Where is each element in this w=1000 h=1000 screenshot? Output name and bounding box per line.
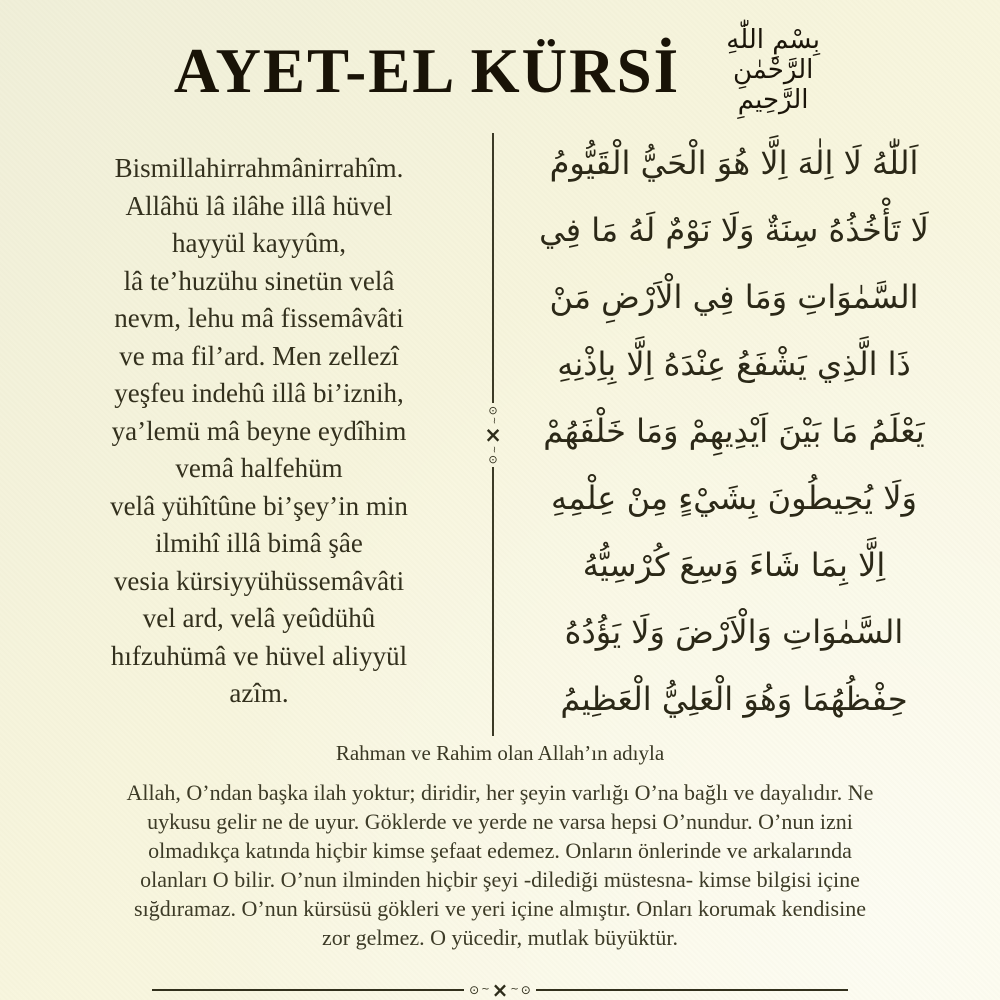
ornament-squiggle-icon: ~ xyxy=(488,445,499,453)
transliteration-line: hayyül kayyûm, xyxy=(172,228,346,258)
transliteration-line: yeşfeu indehû illâ bi’iznih, xyxy=(114,378,404,408)
bismillah-calligraphy-icon: بِسْمِ اللّٰهِ الرَّحْمٰنِ الرَّحِيمِ xyxy=(726,25,820,115)
header xyxy=(0,12,1000,130)
bismillah-translation-line: Rahman ve Rahim olan Allah’ın adıyla xyxy=(335,741,665,765)
arabic-column xyxy=(506,130,962,744)
arabic-line: لَا تَأْخُذُهُ سِنَةٌ وَلَا نَوْمٌ لَهُ مَا فِي xyxy=(539,211,929,249)
transliteration-line: vemâ halfehüm xyxy=(175,453,343,483)
transliteration-line: ve ma fil’ard. Men zellezî xyxy=(119,340,399,371)
transliteration-line: azîm. xyxy=(229,678,289,708)
page-title: AYET-EL KÜRSİ xyxy=(173,35,681,106)
transliteration-column xyxy=(38,130,480,744)
ornament-circle-icon: ⊙ xyxy=(520,983,531,997)
transliteration-line: hıfzuhümâ ve hüvel aliyyül xyxy=(110,640,408,671)
arabic-line: وَلَا يُحِيطُونَ بِشَيْءٍ مِنْ عِلْمِهِ xyxy=(551,479,917,517)
column-divider xyxy=(480,130,506,744)
arabic-line: ذَا الَّذِي يَشْفَعُ عِنْدَهُ اِلَّا بِاِذْنِهِ xyxy=(557,345,911,383)
footer-line-left xyxy=(152,989,464,991)
footer-ornament-icon xyxy=(469,978,531,1000)
transliteration-line: velâ yühîtûne bi’şey’in min xyxy=(110,490,408,521)
ornament-squiggle-icon: ~ xyxy=(481,984,490,995)
ornament-cross-icon: × xyxy=(491,978,509,1000)
footer-divider xyxy=(152,978,848,1000)
transliteration-line: ilmihî illâ bimâ şâe xyxy=(155,528,363,558)
ornament-circle-icon: ⊙ xyxy=(488,452,498,466)
divider-line-bottom xyxy=(492,467,494,737)
footer-line-right xyxy=(536,989,848,991)
ornament-squiggle-icon: ~ xyxy=(510,984,519,995)
transliteration-line: vel ard, velâ yeûdühû xyxy=(142,603,376,633)
arabic-line: اِلَّا بِمَا شَاءَ وَسِعَ كُرْسِيُّهُ xyxy=(582,546,886,584)
transliteration-line: vesia kürsiyyühüssemâvâti xyxy=(113,565,405,596)
ornament-squiggle-icon: ~ xyxy=(488,416,499,424)
translation-paragraph: Allah, O’ndan başka ilah yoktur; diridir, her şeyin varlığı O’na bağlı ve dayalıdır. Ne uykusu gelir ne de uyur. Göklerde ve yerde ne varsa hepsi O’nundur. O’nun izni olmadıkça katında hiçbir kimse şefaat edemez. Onların önlerinde ve arkalarında olanları O bilir. O’nun ilminden hiçbir şeyi -dilediği müstesna- kimse bilgisi içine sığdıramaz. O’nun kürsüsü gökleri ve yeri içine almıştır. Onları korumak kendisine zor gelmez. O yücedir, mutlak büyüktür. xyxy=(126,780,874,950)
arabic-line: السَّمٰوَاتِ وَمَا فِي الْاَرْضِ مَنْ xyxy=(549,278,919,316)
ornament-circle-icon: ⊙ xyxy=(469,983,480,997)
arabic-line: السَّمٰوَاتِ وَالْاَرْضَ وَلَا يَؤُدُهُ xyxy=(564,613,904,651)
transliteration-line: ya’lemü mâ beyne eydîhim xyxy=(111,415,407,446)
transliteration-line: Allâhü lâ ilâhe illâ hüvel xyxy=(125,190,393,221)
transliteration-line: lâ te’huzühu sinetün velâ xyxy=(123,265,395,296)
arabic-line: اَللّٰهُ لَا اِلٰهَ اِلَّا هُوَ الْحَيُّ الْقَيُّومُ xyxy=(549,144,919,182)
arabic-line: حِفْظُهُمَا وَهُوَ الْعَلِيُّ الْعَظِيمُ xyxy=(560,680,908,718)
ornament-cross-icon: × xyxy=(484,422,502,447)
arabic-line: يَعْلَمُ مَا بَيْنَ اَيْدِيهِمْ وَمَا خَلْفَهُمْ xyxy=(543,412,925,450)
transliteration-line: Bismillahirrahmânirrahîm. xyxy=(114,153,404,183)
divider-ornament-icon xyxy=(484,403,502,467)
transliteration-line: nevm, lehu mâ fissemâvâti xyxy=(114,303,404,333)
ornament-circle-icon: ⊙ xyxy=(488,403,498,417)
divider-line-top xyxy=(492,133,494,403)
main-columns xyxy=(38,130,962,744)
